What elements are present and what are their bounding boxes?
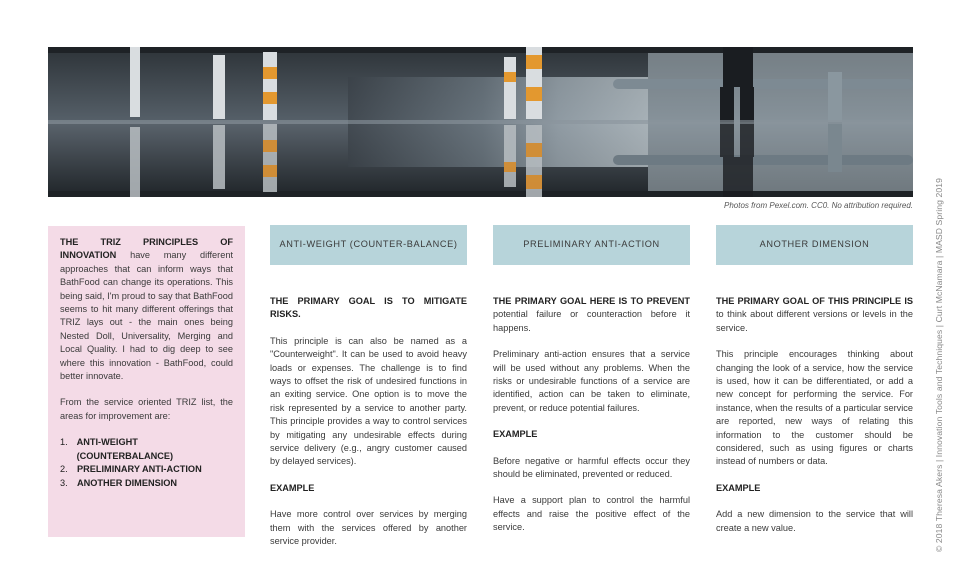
- column-body: [493, 295, 690, 535]
- example-text-2: Have a support plan to control the harmful effects and raise the positive effect of the service.: [493, 495, 690, 533]
- intro-panel: [48, 226, 245, 537]
- goal-text: THE PRIMARY GOAL OF THIS PRINCIPLE IS to think about different versions or levels in the service.: [716, 296, 913, 333]
- example-label: EXAMPLE: [270, 482, 315, 493]
- example-text: Have more control over services by merging them with the services offered by another service provider.: [270, 509, 467, 547]
- intro-paragraph-2: From the service oriented TRIZ list, the areas for improvement are:: [60, 397, 233, 421]
- list-item: 3. ANOTHER DIMENSION: [60, 477, 178, 488]
- column-header: ANOTHER DIMENSION: [716, 225, 913, 265]
- column-body: [270, 295, 467, 549]
- improvement-list: [60, 436, 233, 490]
- intro-title: THE TRIZ PRINCIPLES OF INNOVATION: [60, 237, 233, 261]
- description-text: This principle is can also be named as a "Counterweight". It can be used to avoid heavy loads or expenses. The challenge is to find ways to offset the risk of undesired functions in an exiting service. One option is to move the risk represented by a service to another party. This principle provides a way to control services by mitigating any undesirable effects during service delivery (e.g., angry customer caused by delayed services).: [270, 335, 467, 467]
- column-another-dimension: [716, 225, 913, 548]
- example-text: Add a new dimension to the service that will create a new value.: [716, 509, 913, 533]
- column-preliminary-anti-action: [493, 225, 690, 548]
- list-item: 2. PRELIMINARY ANTI-ACTION: [60, 464, 202, 475]
- intro-text: [60, 236, 233, 383]
- photo-credit: Photos from Pexel.com. CC0. No attribution required.: [724, 201, 913, 210]
- parking-garage-image: [48, 47, 913, 197]
- example-label: EXAMPLE: [493, 429, 538, 440]
- description-text: This principle encourages thinking about changing the look of a service, how the service is used, how it can be differentiated, or add a new concept for performing the service. For instance, when the results of a particular service are reported, new ways of relating this information to the customer should be considered, such as using figures or charts instead of numbers or data.: [716, 349, 913, 467]
- example-text: Before negative or harmful effects occur they should be eliminated, prevented or reduced.: [493, 455, 690, 480]
- column-header: ANTI-WEIGHT (COUNTER-BALANCE): [270, 225, 467, 265]
- column-header: PRELIMINARY ANTI-ACTION: [493, 225, 690, 265]
- list-item: 1. ANTI-WEIGHT (COUNTERBALANCE): [60, 437, 174, 461]
- goal-text: THE PRIMARY GOAL HERE IS TO PREVENT potential failure or counteraction before it happens.: [493, 296, 690, 333]
- column-anti-weight: [270, 225, 467, 562]
- column-body: [716, 295, 913, 535]
- goal-text: THE PRIMARY GOAL IS TO MITIGATE RISKS.: [270, 296, 467, 320]
- banner-photo: [48, 47, 913, 197]
- copyright-vertical-text: © 2018 Theresa Akers | Innovation Tools and Techniques | Curt McNamara | MASD Spring 2019: [934, 178, 944, 552]
- example-label: EXAMPLE: [716, 482, 761, 493]
- intro-paragraph-1: have many different approaches that can inform ways that BathFood can change its operations. This being said, I'm proud to say that BathFood seems to hit many different offerings that TRIZ lays out - the main ones being Nested Doll, Universality, Merging and Local Quality. I had to dig deep to see where this innovation - BathFood, could better innovate.: [60, 250, 233, 382]
- description-text: Preliminary anti-action ensures that a service will be used without any problems. When the risks or undesirable functions of a service are identified, action can be taken to eliminate, prevent, or reduce potential failures.: [493, 349, 690, 413]
